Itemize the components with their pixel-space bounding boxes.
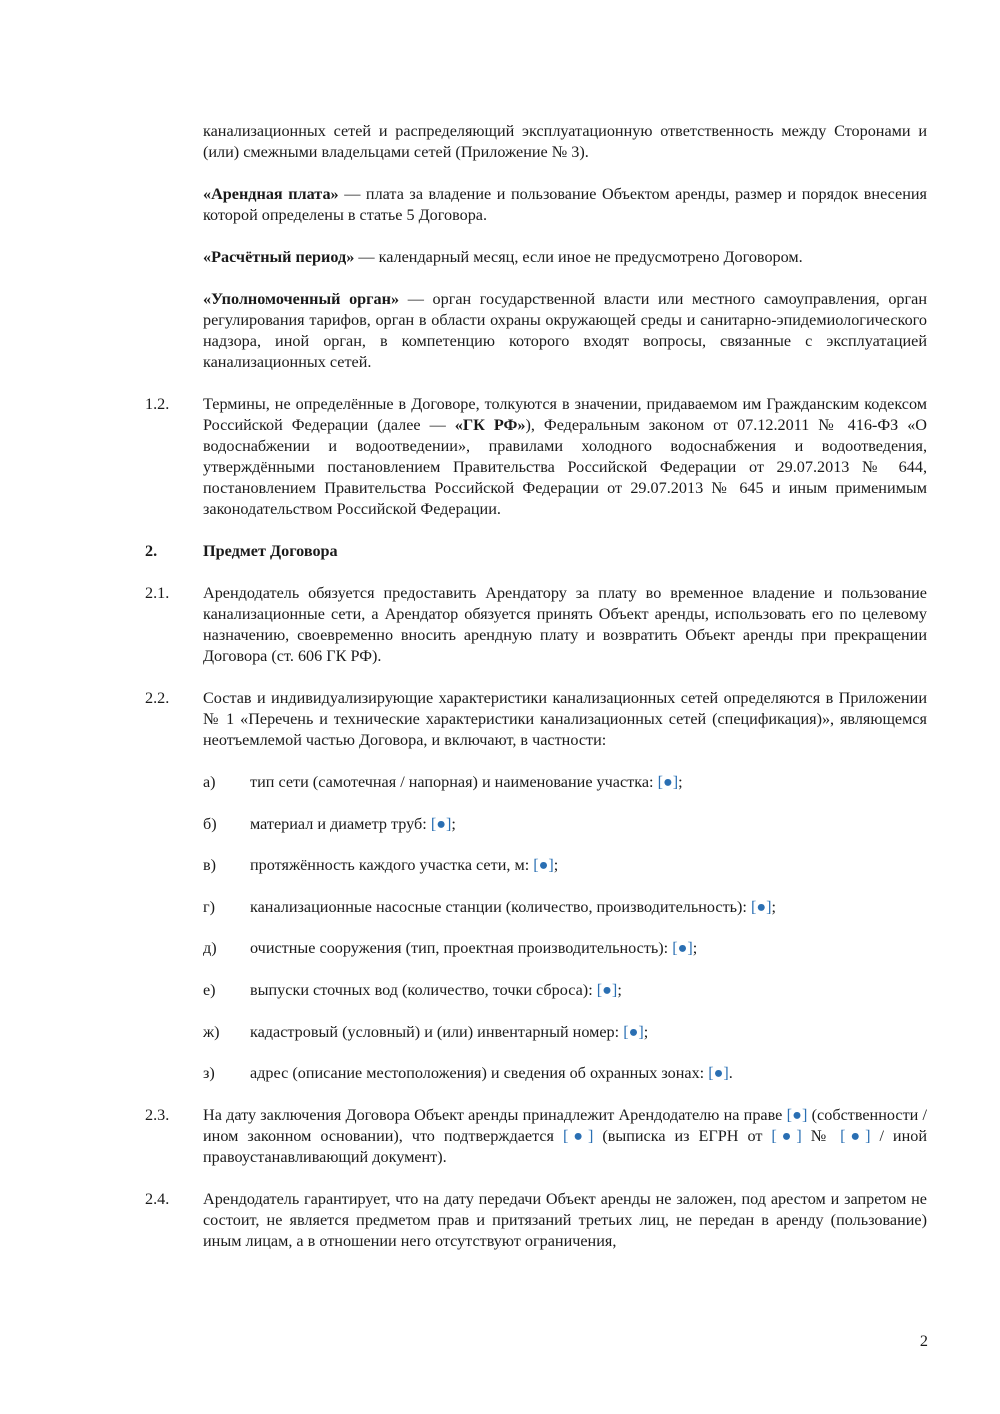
item-text: очистные сооружения (тип, проектная производительность): — [250, 939, 673, 958]
item-letter: в) — [203, 856, 217, 875]
clause-text — [203, 1105, 927, 1168]
placeholder-marker[interactable]: [●] — [750, 897, 772, 916]
list-item — [145, 1022, 927, 1043]
list-item — [145, 855, 927, 876]
clause-1-2 — [145, 394, 927, 520]
item-letter: д) — [203, 939, 217, 958]
document-body — [145, 121, 927, 1273]
item-text: канализационные насосные станции (количество, производительность): — [250, 897, 751, 916]
placeholder-marker[interactable]: [●] — [786, 1105, 808, 1124]
item-letter: ж) — [203, 1022, 220, 1041]
clause-2-1 — [145, 583, 927, 667]
placeholder-marker[interactable]: [●] — [657, 773, 679, 791]
clause-text-part: № — [801, 1126, 841, 1145]
placeholder-marker[interactable]: [●] — [533, 856, 554, 875]
list-item — [145, 980, 927, 1001]
clause-bold-term: «ГК РФ» — [454, 416, 526, 434]
clause-number: 1.2. — [145, 395, 170, 413]
clause-number: 2.1. — [145, 584, 170, 602]
placeholder-marker[interactable]: [●] — [771, 1126, 802, 1145]
clause-text-part: / иной правоустанавливающий документ). — [203, 1126, 927, 1166]
section-number: 2. — [145, 542, 158, 560]
clause-number: 2.3. — [145, 1105, 170, 1124]
item-end: ; — [617, 980, 622, 999]
item-text: кадастровый (условный) и (или) инвентарный номер: — [250, 1022, 624, 1041]
placeholder-marker[interactable]: [●] — [596, 980, 618, 999]
section-title: Предмет Договора — [203, 542, 338, 560]
clause-2-3 — [145, 1105, 927, 1168]
item-letter: е) — [203, 980, 216, 999]
list-item — [145, 897, 927, 918]
definition-continuation — [145, 121, 927, 163]
placeholder-marker[interactable]: [●] — [840, 1126, 871, 1145]
item-text: выпуски сточных вод (количество, точки сброса): — [250, 980, 597, 999]
clause-text: Арендодатель гарантирует, что на дату передачи Объект аренды не заложен, под арестом и запретом не состоит, не является предметом прав и притязаний третьих лиц, не передан в аренду (пользование) иным лицам, а в отношении него отсутствуют ограничения, — [203, 1189, 927, 1250]
clause-number: 2.2. — [145, 689, 170, 707]
clause-text: Арендодатель обязуется предоставить Арендатору за плату во временное владение и пользование канализационные сети, а Арендатор обязуется принять Объект аренды, использовать его по целевому назначению, своевременно вносить арендную плату и возвратить Объект аренды при прекращении Договора (ст. 606 ГК РФ). — [203, 584, 927, 665]
item-letter: а) — [203, 773, 216, 791]
clause-text-part: На дату заключения Договора Объект аренды принадлежит Арендодателю на праве — [203, 1105, 787, 1124]
definition-term: «Арендная плата» — [203, 185, 339, 203]
definition-term: «Уполномоченный орган» — [203, 290, 400, 308]
placeholder-marker[interactable]: [●] — [562, 1126, 594, 1145]
item-text: тип сети (самотечная / напорная) и наименование участка: — [250, 773, 658, 791]
placeholder-marker[interactable]: [●] — [708, 1064, 729, 1083]
section-heading — [145, 541, 927, 562]
placeholder-marker[interactable]: [●] — [672, 939, 693, 958]
item-end: ; — [643, 1022, 649, 1041]
clause-number: 2.4. — [145, 1189, 170, 1208]
definition-rent — [145, 184, 927, 226]
list-item — [145, 814, 927, 835]
subitem-list — [145, 772, 927, 1084]
clause-2-2 — [145, 688, 927, 751]
definition-text: — календарный месяц, если иное не предусмотрено Договором. — [354, 248, 803, 266]
definition-text: — орган государственной власти или местного самоуправления, орган регулирования тарифов, орган в области охраны окружающей среды и санитарно-эпидемиологического надзора, иной орган, в компетенцию которого входят вопросы, связанные с эксплуатацией канализационных сетей. — [203, 290, 927, 371]
clause-2-4 — [145, 1189, 927, 1252]
clause-text — [203, 394, 927, 520]
item-text: материал и диаметр труб: — [250, 814, 431, 833]
item-end: ; — [692, 939, 698, 958]
list-item — [145, 1063, 927, 1084]
item-letter: з) — [203, 1064, 215, 1083]
definition-text: — плата за владение и пользование Объектом аренды, размер и порядок внесения которой определены в статье 5 Договора. — [203, 185, 927, 224]
list-item — [145, 772, 927, 793]
placeholder-marker[interactable]: [●] — [623, 1022, 644, 1041]
item-text: протяжённость каждого участка сети, м: — [250, 856, 534, 875]
item-letter: г) — [203, 897, 216, 916]
placeholder-marker[interactable]: [●] — [430, 814, 452, 833]
page-number: 2 — [919, 1332, 928, 1350]
item-text: адрес (описание местоположения) и сведения об охранных зонах: — [250, 1064, 709, 1083]
definition-term: «Расчётный период» — [203, 248, 355, 266]
clause-text-part: (выписка из ЕГРН от — [593, 1126, 772, 1145]
item-end: ; — [451, 814, 456, 833]
list-item — [145, 938, 927, 959]
item-end: ; — [553, 856, 559, 875]
clause-text-part: Термины, не определённые в Договоре, толкуются в значении, придаваемом им Гражданским кодексом Российской Федерации (далее — — [203, 395, 927, 434]
item-end: . — [728, 1064, 733, 1083]
clause-text: Состав и индивидуализирующие характеристики канализационных сетей определяются в Приложении № 1 «Перечень и технические характеристики канализационных сетей (спецификация)», являющемся неотъемлемой частью Договора, и включают, в частности: — [203, 689, 927, 749]
clause-text-part: (собственности / ином законном основании), что подтверждается — [203, 1105, 928, 1145]
definition-period — [145, 247, 927, 268]
continuation-text: канализационных сетей и распределяющий эксплуатационную ответственность между Сторонами и (или) смежными владельцами сетей (Приложение № 3). — [203, 122, 927, 161]
item-end: ; — [771, 897, 777, 916]
clause-text-part: ), Федеральным законом от 07.12.2011 № 416-ФЗ «О водоснабжении и водоотведении», правилами холодного водоснабжения и водоотведения, утверждёнными постановлением Правительства Российской Федерации от 29.07.2013 № 644, постановлением Правительства Российской Федерации от 29.07.2013 № 645 и иным применимым законодательством Российской Федерации. — [203, 416, 927, 518]
item-end: ; — [678, 773, 683, 791]
item-letter: б) — [203, 814, 217, 833]
definition-authority — [145, 289, 927, 373]
